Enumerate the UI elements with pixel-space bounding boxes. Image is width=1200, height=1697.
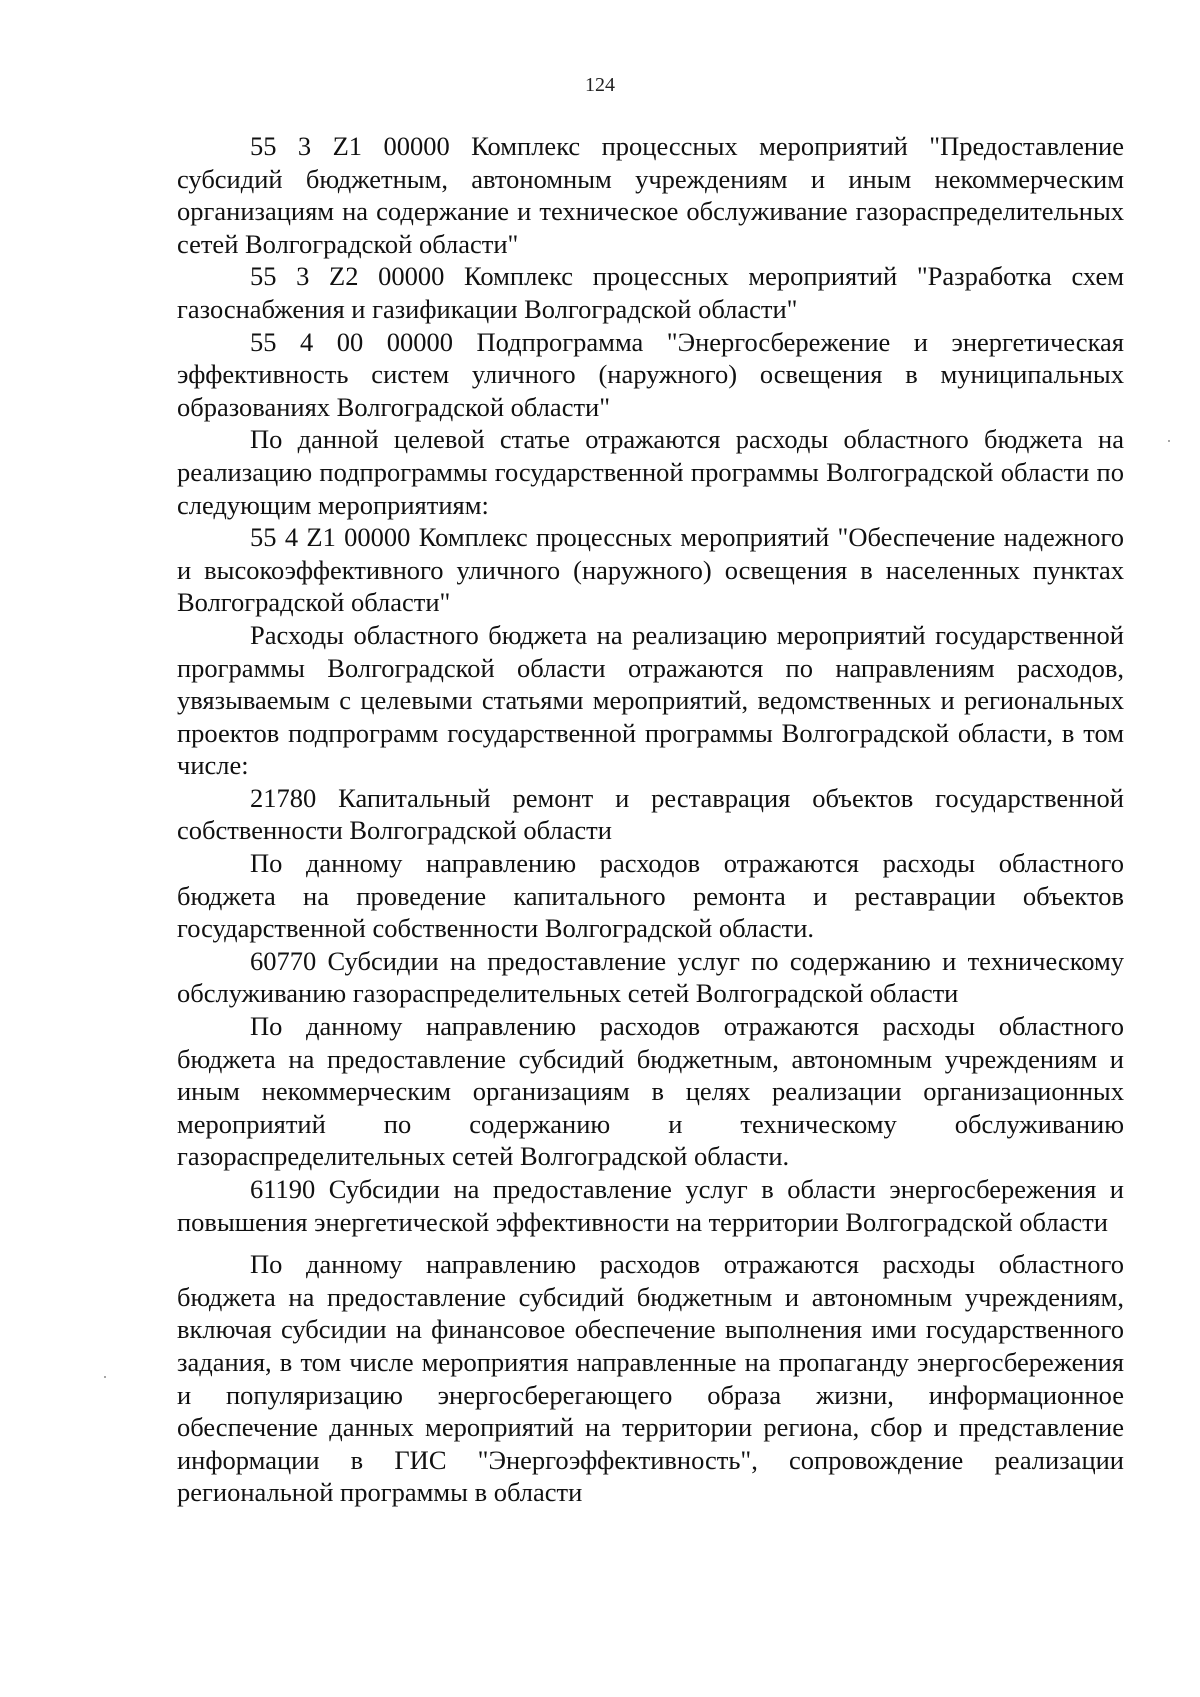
paragraph-subprogram-description: По данной целевой статье отражаются расходы областного бюджета на реализацию подпрограммы государственной программы Волгоградской области по следующим мероприятиям: <box>177 424 1124 520</box>
paragraph-direction-60770: 60770 Субсидии на предоставление услуг по содержанию и техническому обслуживанию газораспределительных сетей Волгоградской области <box>177 945 1124 1009</box>
document-body <box>177 130 1124 1509</box>
paragraph-subprogram-55-4: 55 4 00 00000 Подпрограмма "Энергосбережение и энергетическая эффективность систем уличного (наружного) освещения в муниципальных образованиях Волгоградской области" <box>177 326 1124 422</box>
paragraph-target-article-55-3-z1: 55 3 Z1 00000 Комплекс процессных мероприятий "Предоставление субсидий бюджетным, автономным учреждениям и иным некоммерческим организациям на содержание и техническое обслуживание газораспределительных сетей Волгоградской области" <box>177 131 1124 259</box>
paragraph-target-article-55-3-z2: 55 3 Z2 00000 Комплекс процессных мероприятий "Разработка схем газоснабжения и газификации Волгоградской области" <box>177 261 1124 324</box>
paragraph-target-article-55-4-z1: 55 4 Z1 00000 Комплекс процессных мероприятий "Обеспечение надежного и высокоэффективного уличного (наружного) освещения в населенных пунктах Волгоградской области" <box>177 522 1124 618</box>
scan-speck-mark <box>1168 440 1170 442</box>
paragraph-direction-61190: 61190 Субсидии на предоставление услуг в области энергосбережения и повышения энергетической эффективности на территории Волгоградской области <box>177 1174 1124 1237</box>
paragraph-direction-61190-description: По данному направлению расходов отражаются расходы областного бюджета на предоставление субсидий бюджетным и автономным учреждениям, включая субсидии на финансовое обеспечение выполнения ими государственного задания, в том числе мероприятия направленные на пропаганду энергосбережения и популяризацию энергосберегающего образа жизни, информационное обеспечение данных мероприятий на территории региона, сбор и представление информации в ГИС "Энергоэффективность", сопровождение реализации региональной программы в области <box>177 1249 1124 1508</box>
scan-speck-mark <box>104 1376 106 1378</box>
page-number: 124 <box>585 74 615 96</box>
paragraph-expense-directions-intro: Расходы областного бюджета на реализацию мероприятий государственной программы Волгоградской области отражаются по направлениям расходов, увязываемым с целевыми статьями мероприятий, ведомственных и региональных проектов подпрограмм государственной программы Волгоградской области, в том числе: <box>177 619 1124 781</box>
paragraph-direction-21780: 21780 Капитальный ремонт и реставрация объектов государственной собственности Волгоградской области <box>177 782 1124 846</box>
paragraph-direction-21780-description: По данному направлению расходов отражаются расходы областного бюджета на проведение капитального ремонта и реставрации объектов государственной собственности Волгоградской области. <box>177 848 1124 944</box>
paragraph-direction-60770-description: По данному направлению расходов отражаются расходы областного бюджета на предоставление субсидий бюджетным, автономным учреждениям и иным некоммерческим организациям в целях реализации организационных мероприятий по содержанию и техническому обслуживанию газораспределительных сетей Волгоградской области. <box>177 1011 1124 1172</box>
